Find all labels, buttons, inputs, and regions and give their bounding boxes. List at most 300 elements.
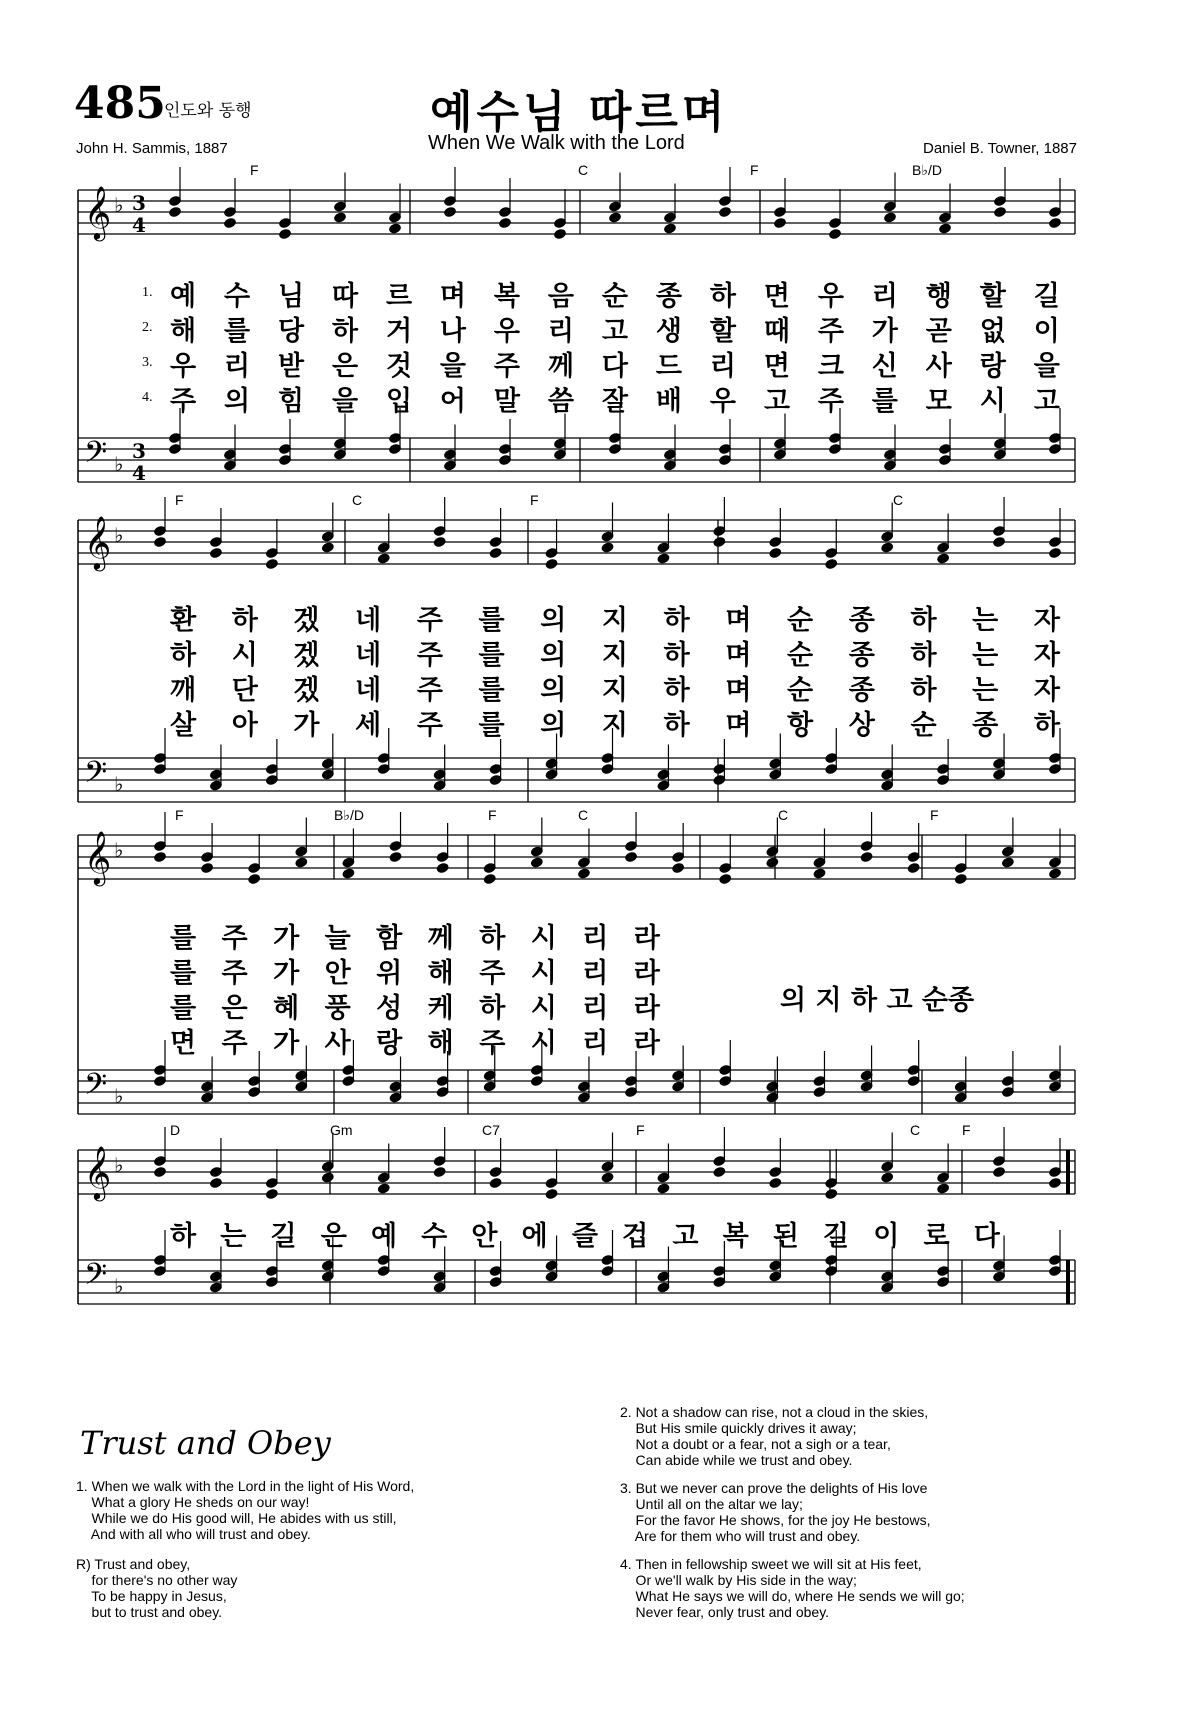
note-head [1048, 1177, 1062, 1190]
note-head [883, 211, 897, 224]
treble-clef: 𝄞 [84, 1145, 112, 1199]
note-head [498, 217, 512, 230]
chord-symbol: F [750, 162, 759, 178]
key-flat: ♭ [114, 193, 124, 217]
lyric-syllable: 안 [324, 958, 351, 989]
lyric-syllable: 하 [910, 640, 937, 671]
lyric-syllable: 할 [709, 316, 736, 347]
lyric-syllable: 면 [763, 351, 790, 382]
lyric-syllable: 가 [273, 958, 300, 989]
lyric-line [170, 951, 660, 990]
lyric-syllable: 리 [223, 351, 251, 382]
lyric-syllable: 아 [231, 710, 258, 741]
lyric-syllable: 면 [170, 1028, 197, 1059]
time-signature: 3 [132, 439, 146, 463]
note-head [577, 867, 591, 880]
lyric-syllable: 께 [547, 351, 574, 382]
lyric-syllable: 하 [331, 316, 359, 347]
lyric-syllable: 의 [540, 605, 567, 636]
note-head [992, 536, 1006, 549]
note-head [544, 558, 558, 571]
lyric-syllable: 종 [972, 710, 999, 741]
lyric-syllable: 길 [1033, 281, 1060, 312]
lyric-line [170, 986, 660, 1025]
chord-symbol: C [578, 807, 589, 823]
lyric-syllable: 를 [478, 640, 505, 671]
lyric-syllable: 따 [331, 281, 359, 312]
lyric-line [170, 703, 1060, 742]
lyric-syllable: 라 [633, 958, 660, 989]
note-head [938, 222, 952, 235]
lyric-syllable: 순 [787, 605, 814, 636]
lyric-line [170, 1021, 660, 1060]
lyric-syllable: 순 [601, 281, 628, 312]
lyric-syllable: 를 [478, 605, 505, 636]
lyric-syllable: 신 [871, 351, 898, 382]
lyric-line [170, 379, 1060, 418]
lyric-syllable: 님 [277, 281, 305, 312]
lyric-syllable: 을 [439, 351, 467, 382]
hymn-category: 인도와 동행 [164, 101, 252, 121]
lyric-syllable: 성 [376, 993, 403, 1024]
lyric-syllable: 혜 [273, 993, 300, 1024]
lyric-line [170, 309, 1060, 348]
lyric-syllable: 르 [385, 281, 413, 312]
key-flat: ♭ [114, 838, 124, 862]
lyric-syllable: 겠 [293, 675, 320, 706]
lyric-syllable: 시 [530, 958, 557, 989]
note-head [768, 547, 782, 560]
lyric-syllable: 깨 [170, 675, 197, 706]
note-head [333, 211, 347, 224]
lyric-syllable: 자 [1033, 605, 1060, 636]
lyric-syllable: 세 [355, 710, 382, 741]
lyric-syllable: 사 [925, 351, 952, 382]
lyric-line [170, 668, 1060, 707]
note-head [812, 867, 826, 880]
lyric-syllable: 복 [722, 1221, 749, 1252]
key-flat: ♭ [114, 523, 124, 547]
lyric-syllable: 가 [273, 1028, 300, 1059]
lyric-syllable: 리 [709, 351, 736, 382]
lyric-syllable: 살 [170, 710, 197, 741]
lyric-syllable: 는 [972, 605, 999, 636]
lyric-syllable: 지 [601, 710, 629, 741]
chord-symbol: B♭/D [912, 162, 942, 178]
lyric-syllable: 리 [871, 281, 898, 312]
note-head [388, 222, 402, 235]
note-head [544, 1188, 558, 1201]
lyric-syllable: 지 [601, 640, 629, 671]
lyric-syllable: 해 [427, 958, 454, 989]
note-head [553, 228, 567, 241]
key-flat: ♭ [114, 1153, 124, 1177]
note-head [656, 552, 670, 565]
lyric-syllable: 입 [385, 386, 413, 417]
lyric-syllable: 네 [355, 640, 382, 671]
lyric-syllable: 를 [478, 710, 505, 741]
lyric-syllable: 해 [170, 316, 197, 347]
lyric-syllable: 랑 [979, 351, 1006, 382]
note-head [278, 228, 292, 241]
note-head [488, 1177, 502, 1190]
note-head [1048, 547, 1062, 560]
lyric-syllable: 하 [231, 605, 258, 636]
lyric-line [170, 1214, 1000, 1253]
lyric-syllable: 상 [848, 710, 875, 741]
lyric-syllable: 겠 [293, 605, 320, 636]
chord-symbol: C [778, 807, 789, 823]
lyric-syllable: 없 [979, 316, 1006, 347]
treble-clef: 𝄞 [84, 515, 112, 569]
chord-symbol: F [962, 1122, 971, 1138]
lyric-syllable: 것 [385, 351, 413, 382]
composer-credit: Daniel B. Towner, 1887 [923, 140, 1077, 157]
lyric-syllable: 는 [220, 1221, 247, 1252]
chord-symbol: C [352, 492, 363, 508]
lyric-syllable: 은 [331, 351, 359, 382]
lyric-syllable: 복 [493, 281, 520, 312]
lyric-syllable: 다 [973, 1221, 1000, 1252]
hymn-title: 예수님 따르며 [430, 87, 729, 138]
lyric-syllable: 로 [923, 1221, 950, 1252]
lyric-syllable: 며 [725, 710, 752, 741]
lyric-syllable: 환 [170, 605, 197, 636]
lyric-syllable: 드 [655, 351, 682, 382]
lyric-line [170, 274, 1060, 313]
chord-symbol: C [578, 162, 589, 178]
lyric-syllable: 자 [1033, 640, 1060, 671]
lyric-syllable: 면 [763, 281, 790, 312]
lyric-syllable: 를 [170, 958, 197, 989]
note-head [993, 206, 1007, 219]
note-head [600, 541, 614, 554]
lyric-syllable: 시 [231, 640, 258, 671]
key-flat: ♭ [114, 1274, 124, 1298]
time-signature: 3 [132, 191, 146, 215]
lyric-syllable: 을 [331, 386, 359, 417]
lyric-syllable: 즐 [571, 1221, 598, 1252]
lyric-syllable: 리 [582, 958, 609, 989]
lyric-syllable: 주 [416, 675, 443, 706]
lyric-syllable: 하 [663, 640, 690, 671]
lyric-syllable: 우 [709, 386, 736, 417]
lyric-syllable: 이 [1033, 316, 1060, 347]
lyric-syllable: 하 [170, 640, 197, 671]
note-head [608, 211, 622, 224]
lyric-syllable: 우 [170, 351, 197, 382]
bass-clef: 𝄢 [84, 436, 108, 477]
note-head [992, 1166, 1006, 1179]
lyric-syllable: 케 [427, 993, 454, 1024]
chord-symbol: B♭/D [334, 807, 364, 823]
lyric-syllable: 리 [547, 316, 574, 347]
note-head [718, 873, 732, 886]
note-head [153, 851, 167, 864]
chord-symbol: D [170, 1122, 181, 1138]
lyric-syllable: 지 [601, 675, 629, 706]
note-head [712, 536, 726, 549]
lyric-syllable: 하 [479, 993, 506, 1024]
lyric-syllable: 하 [479, 923, 506, 954]
lyric-syllable: 행 [925, 281, 952, 312]
note-head [341, 867, 355, 880]
lyric-syllable: 이 [873, 1221, 900, 1252]
note-head [718, 206, 732, 219]
lyric-syllable: 하 [663, 710, 690, 741]
lyric-syllable: 하 [663, 605, 690, 636]
key-flat: ♭ [114, 772, 124, 796]
lyric-syllable: 를 [223, 316, 251, 347]
lyric-syllable: 주 [416, 605, 443, 636]
lyric-syllable: 며 [725, 640, 752, 671]
chord-symbol: F [488, 807, 497, 823]
note-head [530, 856, 544, 869]
lyric-syllable: 는 [972, 640, 999, 671]
lyric-syllable: 겠 [293, 640, 320, 671]
lyric-syllable: 주 [221, 923, 248, 954]
chord-symbol: F [175, 807, 184, 823]
note-head [712, 1166, 726, 1179]
lyric-syllable: 잘 [601, 386, 628, 417]
note-head [247, 873, 261, 886]
lyric-syllable: 다 [601, 351, 628, 382]
lyric-syllable: 네 [355, 605, 382, 636]
lyric-syllable: 가 [273, 923, 300, 954]
treble-clef: 𝄞 [84, 830, 112, 884]
note-head [377, 552, 391, 565]
lyric-syllable: 길 [270, 1221, 297, 1252]
note-head [265, 558, 279, 571]
note-head [209, 547, 223, 560]
lyric-line [170, 344, 1060, 383]
lyric-syllable: 주 [221, 958, 248, 989]
lyric-syllable: 가 [871, 316, 898, 347]
note-head [656, 1182, 670, 1195]
chord-symbol: C7 [482, 1122, 500, 1138]
lyric-syllable: 네 [355, 675, 382, 706]
lyric-syllable: 모 [925, 386, 952, 417]
note-head [168, 206, 182, 219]
verse-number: 1. [142, 285, 153, 300]
lyric-syllable: 수 [421, 1221, 448, 1252]
lyric-syllable: 우 [493, 316, 520, 347]
lyric-syllable: 종 [655, 281, 682, 312]
lyric-syllable: 당 [277, 316, 305, 347]
bass-clef: 𝄢 [84, 1068, 108, 1109]
lyric-syllable: 힘 [277, 386, 305, 417]
lyric-syllable: 하 [170, 1221, 197, 1252]
lyric-syllable: 거 [385, 316, 413, 347]
lyric-syllable: 라 [633, 1028, 660, 1059]
lyric-syllable: 리 [582, 993, 609, 1024]
note-head [153, 536, 167, 549]
lyric-syllable: 겁 [622, 1221, 649, 1252]
note-head [824, 1188, 838, 1201]
lyric-syllable: 하 [709, 281, 736, 312]
lyric-syllable: 시 [530, 923, 557, 954]
note-head [433, 1166, 447, 1179]
lyric-syllable: 씀 [547, 386, 574, 417]
lyric-syllable: 의 [223, 386, 251, 417]
lyric-syllable: 고 [1033, 386, 1060, 417]
lyric-syllable: 하 [663, 675, 690, 706]
hymn-number: 485 [74, 78, 166, 129]
note-head [435, 862, 449, 875]
note-head [223, 217, 237, 230]
lyric-syllable: 하 [910, 605, 937, 636]
time-signature: 4 [132, 213, 146, 237]
note-head [671, 862, 685, 875]
chord-symbol: C [893, 492, 904, 508]
note-head [773, 217, 787, 230]
lyric-line [170, 916, 660, 955]
english-verse-1: 1. When we walk with the Lord in the light of His Word, What a glory He sheds on our way! While we do His good will, He abides with us still, And with all who will trust and obey. [76, 1478, 415, 1542]
lyric-syllable: 며 [439, 281, 467, 312]
chord-symbol: Gm [330, 1122, 353, 1138]
note-head [1048, 867, 1062, 880]
lyric-syllable: 생 [655, 316, 682, 347]
lyric-syllable: 하 [910, 675, 937, 706]
note-head [377, 1182, 391, 1195]
note-head [828, 228, 842, 241]
lyric-syllable: 가 [293, 710, 320, 741]
lyric-syllable: 랑 [376, 1028, 403, 1059]
note-head [321, 541, 335, 554]
note-head [954, 873, 968, 886]
lyric-line [170, 633, 1060, 672]
note-head [663, 222, 677, 235]
chord-symbol: F [530, 492, 539, 508]
treble-clef: 𝄞 [84, 185, 112, 239]
lyric-syllable: 크 [817, 351, 844, 382]
lyric-syllable: 위 [376, 958, 403, 989]
english-verse-3: 3. But we never can prove the delights of His love Until all on the altar we lay; For the favor He shows, for the joy He bestows, Are for them who will trust and obey. [620, 1480, 931, 1544]
lyric-syllable: 수 [223, 281, 251, 312]
lyric-syllable: 며 [725, 605, 752, 636]
lyric-syllable: 풍 [324, 993, 351, 1024]
bass-clef: 𝄢 [84, 756, 108, 797]
note-head [200, 862, 214, 875]
lyric-syllable: 고 [601, 316, 628, 347]
note-head [859, 851, 873, 864]
note-head [907, 862, 921, 875]
note-head [209, 1177, 223, 1190]
lyric-syllable: 순 [910, 710, 937, 741]
lyric-syllable: 함 [376, 923, 403, 954]
lyric-syllable: 자 [1033, 675, 1060, 706]
lyric-syllable: 시 [530, 1028, 557, 1059]
lyric-syllable: 종 [848, 605, 875, 636]
lyric-syllable: 를 [871, 386, 898, 417]
lyric-syllable: 예 [170, 281, 197, 312]
note-head [488, 547, 502, 560]
lyric-syllable: 주 [817, 316, 844, 347]
lyric-syllable: 말 [493, 386, 520, 417]
lyric-syllable: 때 [763, 316, 790, 347]
note-head [824, 558, 838, 571]
lyric-syllable: 를 [478, 675, 505, 706]
note-head [265, 1188, 279, 1201]
lyric-syllable: 주 [416, 640, 443, 671]
note-head [765, 856, 779, 869]
lyric-syllable: 배 [655, 386, 682, 417]
lyric-syllable: 음 [547, 281, 574, 312]
lyric-syllable: 주 [479, 958, 506, 989]
note-head [388, 851, 402, 864]
lyric-syllable: 받 [277, 351, 305, 382]
verse-number: 3. [142, 355, 153, 370]
chord-symbol: F [636, 1122, 645, 1138]
note-head [624, 851, 638, 864]
english-refrain: R) Trust and obey, for there's no other way To be happy in Jesus, but to trust and obey. [76, 1556, 238, 1620]
note-head [600, 1171, 614, 1184]
lyric-syllable: 하 [1033, 710, 1060, 741]
lyric-syllable: 항 [787, 710, 814, 741]
lyric-syllable: 주 [479, 1028, 506, 1059]
lyric-syllable: 의 [540, 675, 567, 706]
lyricist-credit: John H. Sammis, 1887 [76, 140, 228, 157]
note-head [153, 1166, 167, 1179]
lyric-syllable: 을 [1033, 351, 1060, 382]
lyric-syllable: 께 [427, 923, 454, 954]
lyric-line [170, 598, 1060, 637]
lyric-syllable: 에 [521, 1221, 548, 1252]
lyric-syllable: 주 [817, 386, 844, 417]
lyric-syllable: 를 [170, 923, 197, 954]
lyric-syllable: 주 [221, 1028, 248, 1059]
note-head [433, 536, 447, 549]
lyric-syllable: 사 [324, 1028, 351, 1059]
lyric-syllable: 라 [633, 923, 660, 954]
lyric-syllable: 순 [787, 640, 814, 671]
lyric-syllable: 시 [530, 993, 557, 1024]
lyric-syllable: 할 [979, 281, 1006, 312]
note-head [483, 873, 497, 886]
note-head [1048, 217, 1062, 230]
chord-symbol: F [930, 807, 939, 823]
key-flat: ♭ [114, 452, 124, 476]
verse-number: 4. [142, 390, 153, 405]
lyric-syllable: 라 [633, 993, 660, 1024]
note-head [1001, 856, 1015, 869]
note-head [294, 856, 308, 869]
lyric-syllable: 은 [221, 993, 248, 1024]
lyric-syllable: 의 [540, 640, 567, 671]
note-head [768, 1177, 782, 1190]
lyric-syllable: 늘 [324, 923, 351, 954]
chord-symbol: C [910, 1122, 921, 1138]
chord-symbol: F [175, 492, 184, 508]
lyric-syllable: 리 [582, 923, 609, 954]
lyric-syllable: 고 [763, 386, 790, 417]
lyric-syllable: 의 [540, 710, 567, 741]
key-flat: ♭ [114, 1084, 124, 1108]
lyric-syllable: 리 [582, 1028, 609, 1059]
note-head [936, 1182, 950, 1195]
bass-clef: 𝄢 [84, 1258, 108, 1299]
note-head [443, 206, 457, 219]
lyric-syllable: 주 [170, 386, 197, 417]
note-head [880, 541, 894, 554]
lyric-syllable: 나 [439, 316, 467, 347]
lyric-syllable: 단 [231, 675, 258, 706]
lyric-syllable: 지 [601, 605, 629, 636]
lyric-syllable: 곧 [925, 316, 952, 347]
time-signature: 4 [132, 461, 146, 485]
lyric-syllable: 며 [725, 675, 752, 706]
lyric-syllable: 순 [787, 675, 814, 706]
